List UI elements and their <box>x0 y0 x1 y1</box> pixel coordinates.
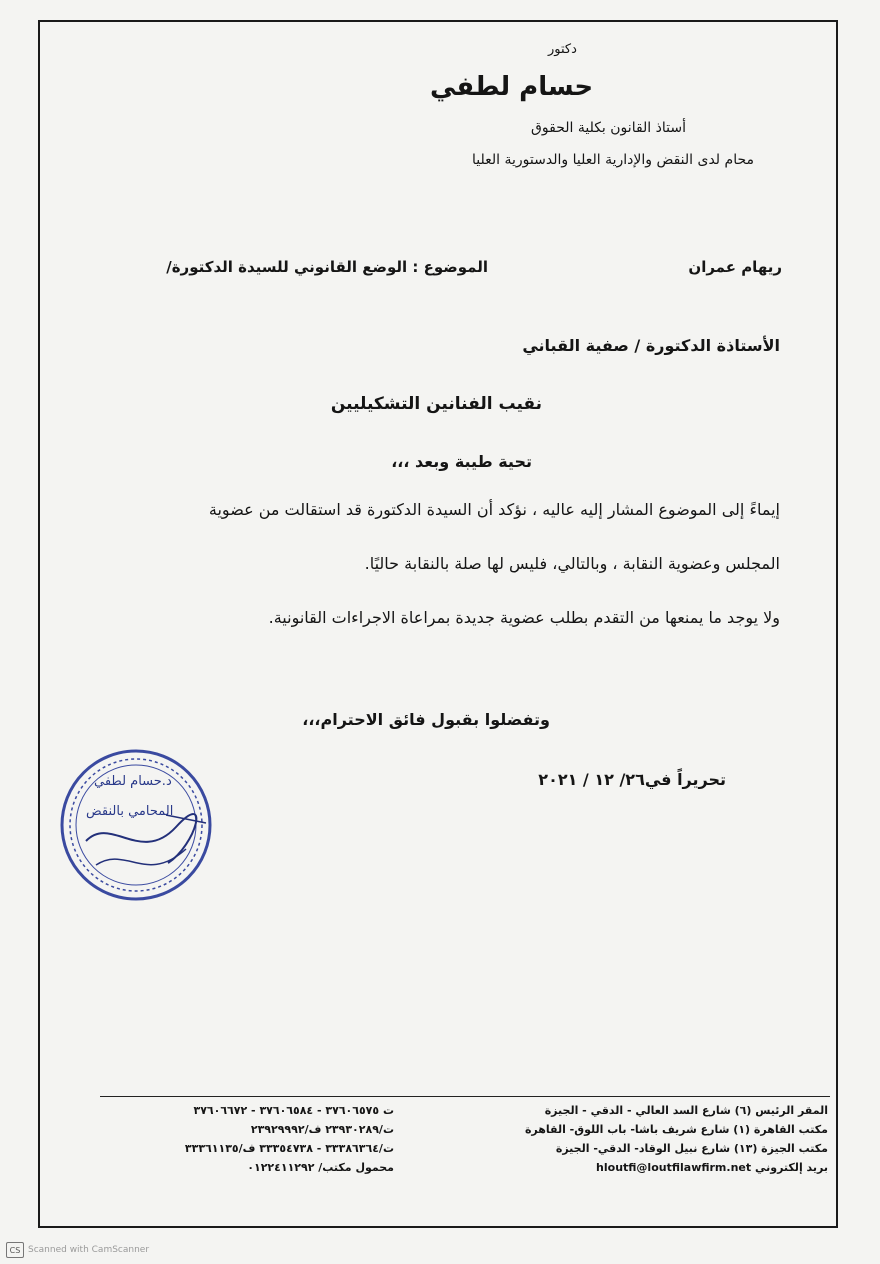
letterhead-name: حسام لطفي <box>430 72 594 102</box>
footer-divider <box>100 1096 830 1097</box>
addressee-role: نقيب الفنانين التشكيليين <box>330 394 542 414</box>
footer-phone-2: ت/٢٣٩٣٠٢٨٩ ف/٢٣٩٢٩٩٩٢ <box>250 1123 394 1136</box>
greeting: تحية طيبة وبعد ،،، <box>391 452 532 471</box>
body-paragraph-3: ولا يوجد ما يمنعها من التقدم بطلب عضوية جديدة بمراعاة الاجراءات القانونية. <box>268 608 780 627</box>
stamp-line-1: د.حسام لطفي <box>94 774 172 789</box>
footer-email-row <box>596 1161 828 1174</box>
footer-address-1: المقر الرئيس (٦) شارع السد العالي - الدقي - الجيزة <box>544 1104 828 1117</box>
doctor-label: دكتور <box>548 42 577 57</box>
body-paragraph-1: إيماءً إلى الموضوع المشار إليه عاليه ، نؤكد أن السيدة الدكتورة قد استقالت من عضوية <box>208 500 780 519</box>
letterhead-title-2: محام لدى النقض والإدارية العليا والدستورية العليا <box>472 152 754 168</box>
footer-mobile: محمول مكتب/ ٠١٢٢٤١١٢٩٢ <box>247 1161 394 1174</box>
footer-phone-3: ت/٣٣٣٨٦٣٦٤ - ٣٣٣٥٤٧٣٨ ف/٣٣٣٦١١٣٥ <box>184 1142 394 1155</box>
footer-address-2: مكتب القاهرة (١) شارع شريف باشا- باب اللوق- القاهرة <box>524 1123 828 1136</box>
footer-phone-1: ت ٣٧٦٠٦٥٧٥ - ٣٧٦٠٦٥٨٤ - ٣٧٦٠٦٦٧٢ <box>193 1104 394 1117</box>
addressee: الأستاذة الدكتورة / صفية القباني <box>522 336 780 355</box>
scanner-watermark <box>6 1242 149 1258</box>
letterhead-title-1: أستاذ القانون بكلية الحقوق <box>531 120 686 136</box>
closing: وتفضلوا بقبول فائق الاحترام،،، <box>302 710 550 729</box>
footer-email-label: بريد إلكتروني <box>754 1161 828 1174</box>
subject-line: الموضوع : الوضع القانوني للسيدة الدكتورة/ <box>166 258 488 276</box>
seal-stamp-icon <box>56 745 216 905</box>
footer-email[interactable]: hloutfi@loutfilawfirm.net <box>596 1161 752 1174</box>
footer-address-3: مكتب الجيزة (١٣) شارع نبيل الوقاد- الدقي- الجيزة <box>555 1142 828 1155</box>
subject-name: ريهام عمران <box>688 258 782 276</box>
camscanner-logo-icon: CS <box>6 1242 24 1258</box>
stamp-line-2: المحامي بالنقض <box>86 804 174 819</box>
scanner-watermark-text: Scanned with CamScanner <box>28 1245 150 1255</box>
date-line: تحريراً في٢٦/ ١٢ / ٢٠٢١ <box>538 770 726 789</box>
body-paragraph-2: المجلس وعضوية النقابة ، وبالتالي، فليس لها صلة بالنقابة حاليًا. <box>364 554 780 573</box>
